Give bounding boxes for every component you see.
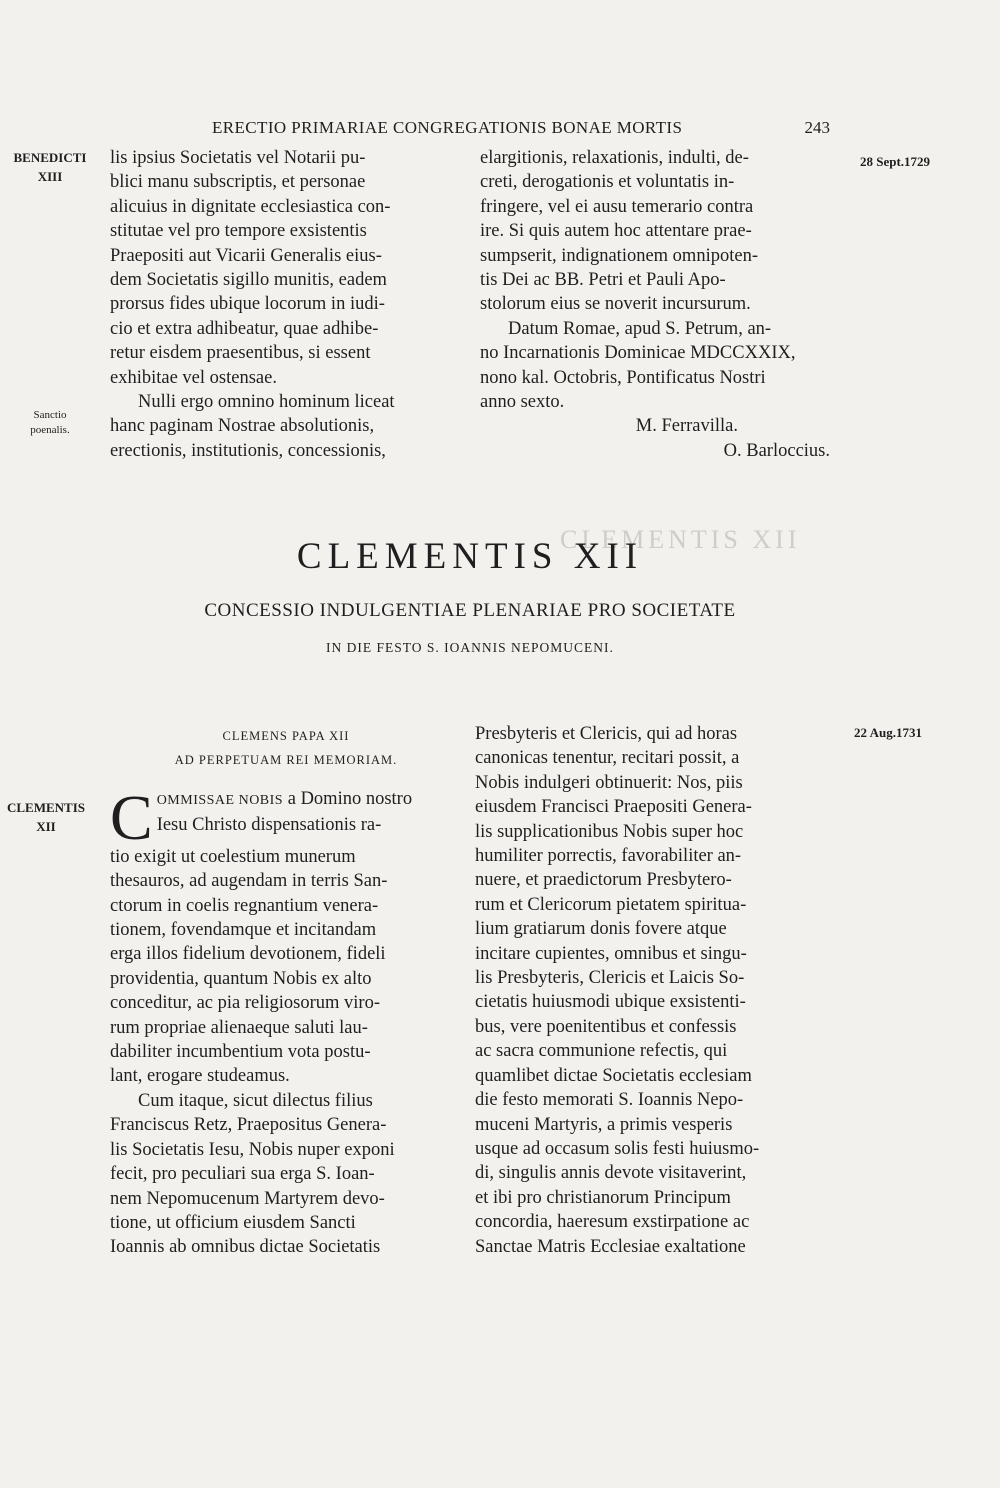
text-line: Iesu Christo dispensationis ra- [156, 815, 382, 836]
text-line: no Incarnationis Dominicae MDCCXXIX, [480, 343, 796, 364]
text-line: tio exigit ut coelestium munerum [110, 846, 356, 867]
bleed-through-title: CLEMENTIS XII [560, 525, 801, 554]
text-line: providentia, quantum Nobis ex alto [110, 968, 372, 989]
text-line: exhibitae vel ostensae. [110, 367, 277, 388]
text-line: quamlibet dictae Societatis ecclesiam [475, 1065, 752, 1086]
text-line: conceditur, ac pia religiosorum viro- [110, 993, 380, 1014]
text-line: prorsus fides ubique locorum in iudi- [110, 294, 385, 315]
text-line: tis Dei ac BB. Petri et Pauli Apo- [480, 270, 726, 291]
drop-cap: C [110, 781, 153, 853]
text-line: Ioannis ab omnibus dictae Societatis [110, 1237, 381, 1258]
running-header [110, 118, 830, 142]
text-line: cio et extra adhibeatur, quae adhibe- [110, 318, 379, 339]
text-line: erga illos fidelium devotionem, fideli [110, 944, 386, 965]
text-line: muceni Martyris, a primis vesperis [475, 1114, 733, 1135]
text-line: alicuius in dignitate ecclesiastica con- [110, 196, 391, 217]
text-line: fringere, vel ei ausu temerario contra [480, 196, 754, 217]
signer-barloccius: O. Barloccius. [723, 440, 830, 461]
text-line: eiusdem Francisci Praepositi Genera- [475, 797, 752, 818]
opening-rest: a Domino nostro [283, 788, 413, 809]
text-line: Nobis indulgeri obtinuerit: Nos, piis [475, 772, 743, 793]
text-line: tionem, fovendamque et incitandam [110, 920, 377, 941]
text-line: di, singulis annis devote visitaverint, [475, 1163, 747, 1184]
text-line: erectionis, institutionis, concessionis, [110, 440, 386, 461]
text-line: nuere, et praedictorum Presbytero- [475, 870, 732, 891]
text-line: lium gratiarum donis fovere atque [475, 919, 727, 940]
text-line: Nulli ergo omnino hominum liceat [138, 392, 395, 413]
section1-left-column [110, 146, 462, 463]
text-line: stolorum eius se noverit incursurum. [480, 294, 751, 315]
text-line: elargitionis, relaxationis, indulti, de- [480, 148, 749, 168]
text-line: nem Nepomucenum Martyrem devo- [110, 1188, 385, 1209]
text-line: stitutae vel pro tempore exsistentis [110, 221, 367, 242]
page-number: 243 [804, 118, 830, 137]
section-subtitle: CONCESSIO INDULGENTIAE PLENARIAE PRO SOCIETATE [204, 600, 736, 621]
text-line: tione, ut officium eiusdem Sancti [110, 1212, 356, 1233]
text-line: creti, derogationis et voluntatis in- [480, 172, 735, 193]
text-line: fecit, pro peculiari sua erga S. Ioan- [110, 1164, 375, 1185]
text-line: ac sacra communione refectis, qui [475, 1041, 728, 1062]
text-line: dem Societatis sigillo munitis, eadem [110, 270, 387, 291]
text-line: usque ad occasum solis festi huiusmo- [475, 1138, 760, 1159]
text-line: sumpserit, indignationem omnipoten- [480, 245, 758, 266]
margin-date-1729: 28 Sept.1729 [859, 154, 931, 169]
text-line: Franciscus Retz, Praepositus Genera- [110, 1115, 387, 1136]
text-line: lis ipsius Societatis vel Notarii pu- [110, 148, 366, 168]
text-line [110, 787, 462, 813]
text-line: hanc paginam Nostrae absolutionis, [110, 416, 375, 437]
text-line: rum et Clericorum pietatem spiritua- [475, 894, 747, 915]
text-line: retur eisdem praesentibus, si essent [110, 343, 371, 364]
margin-sanctio: Sanctio poenalis. [30, 409, 70, 436]
section2-right-column [475, 722, 828, 1259]
text-line: anno sexto. [480, 392, 565, 413]
text-line: lis Societatis Iesu, Nobis nuper exponi [110, 1139, 395, 1160]
text-line: Datum Romae, apud S. Petrum, an- [508, 318, 772, 339]
bull-heading-1: CLEMENS PAPA XII [222, 729, 350, 743]
text-line: lant, erogare studeamus. [110, 1066, 290, 1087]
section-subtitle-2: IN DIE FESTO S. IOANNIS NEPOMUCENI. [326, 640, 614, 655]
text-line: rum propriae alienaeque saluti lau- [110, 1017, 368, 1038]
text-line: incitare cupientes, omnibus et singu- [475, 943, 747, 964]
text-line: Praepositi aut Vicarii Generalis eius- [110, 245, 382, 266]
text-line: et ibi pro christianorum Principum [475, 1187, 731, 1208]
text-line: humiliter porrectis, favorabiliter an- [475, 846, 742, 867]
margin-date-1731: 22 Aug.1731 [854, 725, 922, 740]
text-line: cietatis huiusmodi ubique exsistenti- [475, 992, 746, 1013]
bull-heading-2: AD PERPETUAM REI MEMORIAM. [174, 753, 398, 768]
text-line: ctorum in coelis regnantium venera- [110, 895, 379, 916]
signer-ferravilla: M. Ferravilla. [635, 416, 738, 437]
small-caps-opening: OMMISSAE NOBIS [156, 792, 284, 808]
text-line: blici manu subscriptis, et personae [110, 172, 366, 193]
text-line: dabiliter incumbentium vota postu- [110, 1042, 371, 1063]
text-line: bus, vere poenitentibus et confessis [475, 1016, 737, 1037]
text-line: Presbyteris et Clericis, qui ad horas [475, 724, 738, 744]
section2-left-column [110, 724, 462, 1260]
text-line: nono kal. Octobris, Pontificatus Nostri [480, 367, 766, 388]
header-title: ERECTIO PRIMARIAE CONGREGATIONIS BONAE MORTIS [212, 118, 683, 137]
text-line: Cum itaque, sicut dilectus filius [138, 1090, 373, 1111]
section1-right-column [480, 146, 830, 463]
text-line: die festo memorati S. Ioannis Nepo- [475, 1090, 744, 1111]
text-line: Sanctae Matris Ecclesiae exaltatione [475, 1236, 746, 1257]
margin-clementis: CLEMENTIS XII [6, 800, 86, 834]
text-line: concordia, haeresum exstirpatione ac [475, 1212, 750, 1233]
text-line: lis Presbyteris, Clericis et Laicis So- [475, 968, 745, 989]
text-line: lis supplicationibus Nobis super hoc [475, 821, 744, 842]
text-line: canonicas tenentur, recitari possit, a [475, 748, 740, 769]
text-line: thesauros, ad augendam in terris San- [110, 871, 388, 892]
section-title: CLEMENTIS XII [296, 536, 644, 577]
margin-benedicti: BENEDICTI XIII [13, 150, 87, 184]
text-line: ire. Si quis autem hoc attentare prae- [480, 221, 752, 242]
